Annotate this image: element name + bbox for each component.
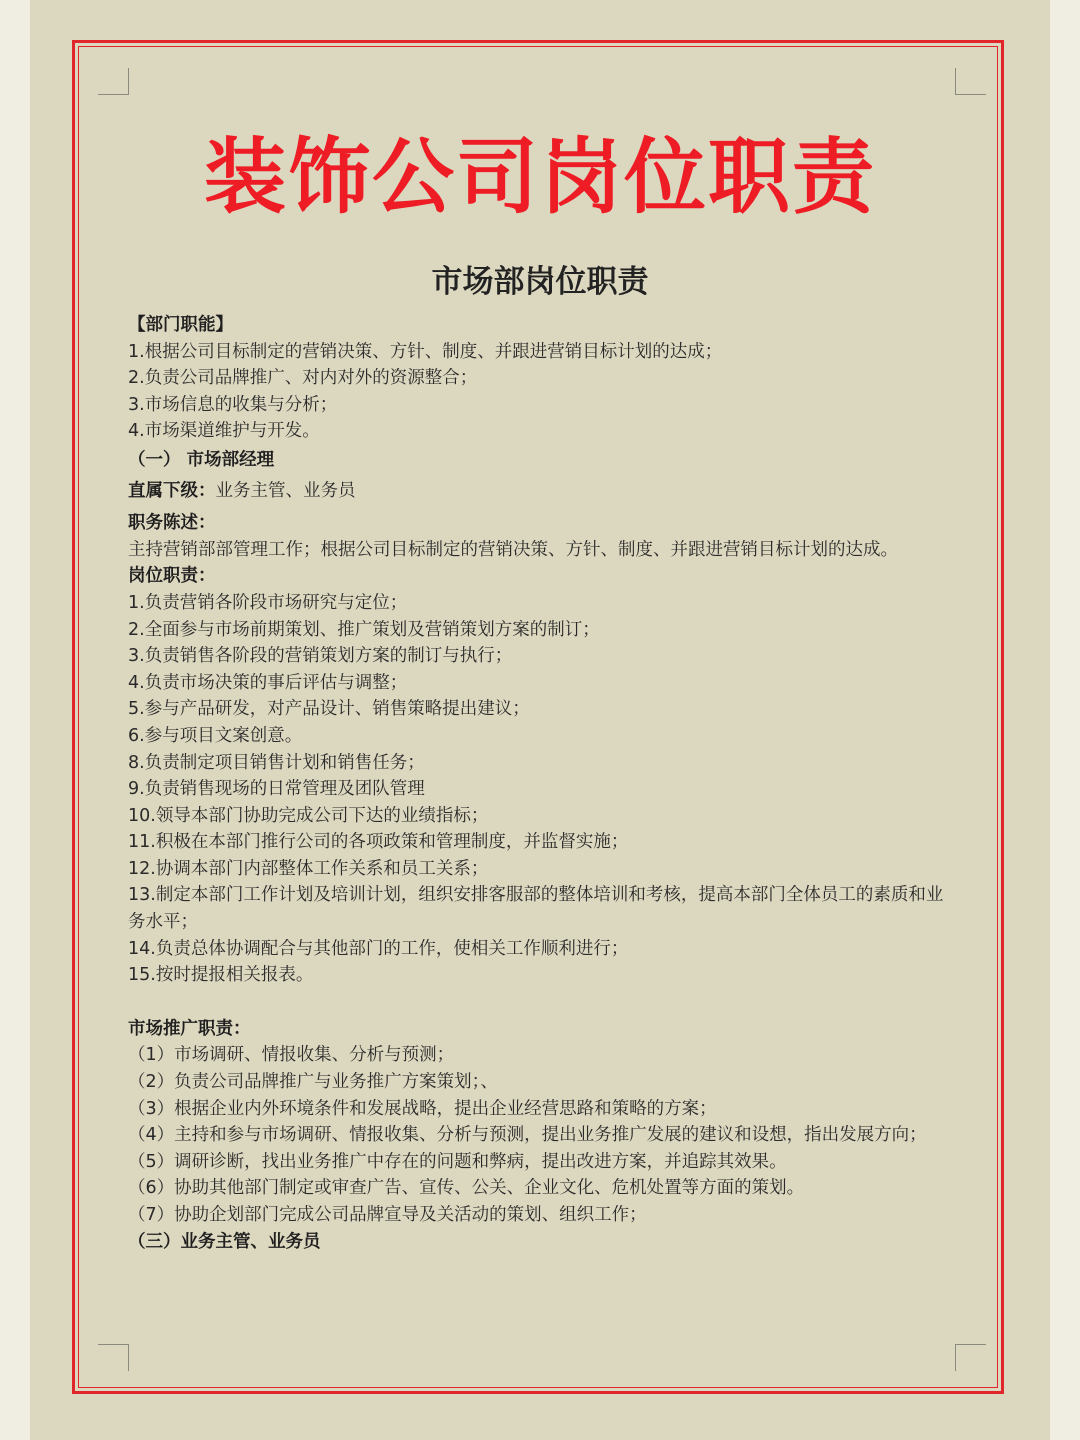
- promotion-item: （7）协助企划部门完成公司品牌宣导及关活动的策划、组织工作；: [128, 1205, 647, 1225]
- function-item: 1.根据公司目标制定的营销决策、方针、制度、并跟进营销目标计划的达成；: [128, 341, 723, 362]
- section-title: 市场部岗位职责: [431, 264, 649, 300]
- department-function-heading: 【部门职能】: [128, 315, 233, 335]
- duty-item: 2.全面参与市场前期策划、推广策划及营销策划方案的制订；: [128, 619, 600, 640]
- crop-mark-bottom-left: [98, 1344, 129, 1371]
- duty-item: 8.负责制定项目销售计划和销售任务；: [128, 752, 425, 773]
- duty-item: 9.负责销售现场的日常管理及团队管理: [128, 779, 425, 800]
- duty-item: 13.制定本部门工作计划及培训计划，组织安排客服部的整体培训和考核，提高本部门全体员工的素质和业务水平；: [128, 885, 944, 933]
- duty-item: 1.负责营销各阶段市场研究与定位；: [128, 592, 408, 613]
- subordinates-label: 直属下级：: [128, 480, 216, 501]
- duty-item: 12.协调本部门内部整体工作关系和员工关系；: [128, 858, 489, 879]
- duty-item: 15.按时提报相关报表。: [128, 965, 314, 986]
- duty-item: 5.参与产品研发，对产品设计、销售策略提出建议；: [128, 699, 530, 720]
- description-text: 主持营销部部管理工作；根据公司目标制定的营销决策、方针、制度、并跟进营销目标计划的达成。: [128, 539, 898, 560]
- duties-label: 岗位职责：: [128, 566, 216, 587]
- duty-item: 3.负责销售各阶段的营销策划方案的制订与执行；: [128, 646, 513, 667]
- next-section-heading: （三）业务主管、业务员: [128, 1231, 321, 1252]
- manager-heading: （一） 市场部经理: [128, 449, 275, 470]
- duty-item: 11.积极在本部门推行公司的各项政策和管理制度，并监督实施；: [128, 832, 629, 853]
- crop-mark-top-right: [955, 68, 986, 95]
- promotion-item: （6）协助其他部门制定或审查广告、宣传、公关、企业文化、危机处置等方面的策划。: [128, 1178, 805, 1199]
- duty-item: 6.参与项目文案创意。: [128, 725, 303, 746]
- duty-item: 14.负责总体协调配合与其他部门的工作，使相关工作顺利进行；: [128, 938, 629, 959]
- duty-item: 4.负责市场决策的事后评估与调整；: [128, 672, 408, 693]
- promotion-item: （1）市场调研、情报收集、分析与预测；: [128, 1045, 455, 1066]
- function-item: 4.市场渠道维护与开发。: [128, 421, 320, 442]
- function-item: 3.市场信息的收集与分析；: [128, 394, 338, 415]
- promotion-item: （3）根据企业内外环境条件和发展战略，提出企业经营思路和策略的方案；: [128, 1098, 717, 1119]
- duty-item: 10.领导本部门协助完成公司下达的业绩指标；: [128, 805, 489, 826]
- promotion-item: （4）主持和参与市场调研、情报收集、分析与预测，提出业务推广发展的建议和设想，指出发展方向；: [128, 1125, 927, 1146]
- blank-line: [128, 989, 958, 1016]
- promotion-heading: 市场推广职责：: [128, 1018, 251, 1039]
- crop-mark-top-left: [98, 68, 129, 95]
- document-title: 装饰公司岗位职责: [203, 130, 876, 225]
- document-body: [128, 312, 958, 1255]
- promotion-item: （2）负责公司品牌推广与业务推广方案策划；、: [128, 1072, 498, 1093]
- subordinates-row: [128, 478, 958, 505]
- description-label: 职务陈述：: [128, 513, 216, 534]
- subordinates-value: 业务主管、业务员: [215, 480, 356, 501]
- promotion-item: （5）调研诊断，找出业务推广中存在的问题和弊病，提出改进方案，并追踪其效果。: [128, 1151, 787, 1172]
- crop-mark-bottom-right: [955, 1344, 986, 1371]
- function-item: 2.负责公司品牌推广、对内对外的资源整合；: [128, 368, 478, 389]
